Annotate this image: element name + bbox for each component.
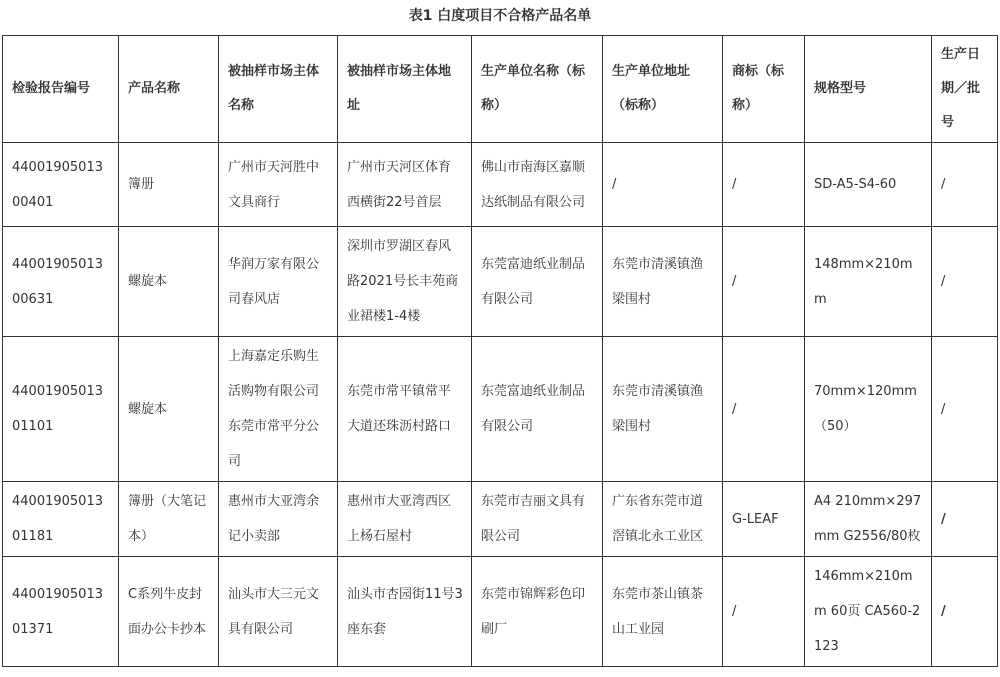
cell-sampled-entity: 广州市天河胜中文具商行 (219, 143, 338, 227)
cell-sampled-entity: 上海嘉定乐购生活购物有限公司东莞市常平分公司 (219, 337, 338, 482)
cell-producer: 东莞富迪纸业制品有限公司 (472, 337, 603, 482)
unqualified-products-table (2, 35, 998, 667)
cell-batch: / (932, 227, 998, 337)
header-product: 产品名称 (119, 36, 219, 143)
cell-sampled-entity: 汕头市大三元文具有限公司 (219, 557, 338, 667)
cell-producer-address: / (603, 143, 723, 227)
cell-producer-address: 东莞市清溪镇渔梁围村 (603, 337, 723, 482)
header-report-no: 检验报告编号 (3, 36, 119, 143)
table-title: 表1 白度项目不合格产品名单 (408, 8, 592, 24)
cell-product: 簿册 (119, 143, 219, 227)
header-spec: 规格型号 (805, 36, 932, 143)
table-row (3, 482, 998, 557)
cell-report-no: 4400190501300401 (3, 143, 119, 227)
cell-batch: / (932, 557, 998, 667)
cell-report-no: 4400190501301101 (3, 337, 119, 482)
cell-product: 螺旋本 (119, 227, 219, 337)
cell-batch: / (932, 143, 998, 227)
table-row (3, 143, 998, 227)
cell-sampled-address: 东莞市常平镇常平大道还珠沥村路口 (338, 337, 472, 482)
cell-trademark: / (723, 143, 805, 227)
header-sampled-address: 被抽样市场主体地址 (338, 36, 472, 143)
header-sampled-entity: 被抽样市场主体名称 (219, 36, 338, 143)
cell-producer-address: 广东省东莞市道滘镇北永工业区 (603, 482, 723, 557)
cell-batch: / (932, 337, 998, 482)
cell-report-no: 4400190501300631 (3, 227, 119, 337)
table-row (3, 227, 998, 337)
header-producer: 生产单位名称（标称） (472, 36, 603, 143)
cell-producer: 东莞市锦辉彩色印刷厂 (472, 557, 603, 667)
cell-spec: A4 210mm×297mm G2556/80枚 (805, 482, 932, 557)
table-row (3, 337, 998, 482)
cell-producer: 佛山市南海区嘉顺达纸制品有限公司 (472, 143, 603, 227)
cell-trademark: G-LEAF (723, 482, 805, 557)
cell-spec: 70mm×120mm（50） (805, 337, 932, 482)
cell-report-no: 4400190501301181 (3, 482, 119, 557)
header-trademark: 商标（标称） (723, 36, 805, 143)
cell-sampled-entity: 华润万家有限公司春风店 (219, 227, 338, 337)
cell-spec: SD-A5-S4-60 (805, 143, 932, 227)
cell-producer-address: 东莞市清溪镇渔梁围村 (603, 227, 723, 337)
cell-trademark: / (723, 337, 805, 482)
table-header-row (3, 36, 998, 143)
cell-sampled-address: 惠州市大亚湾西区上杨石屋村 (338, 482, 472, 557)
cell-product: 螺旋本 (119, 337, 219, 482)
cell-batch: / (932, 482, 998, 557)
cell-sampled-entity: 惠州市大亚湾余记小卖部 (219, 482, 338, 557)
cell-trademark: / (723, 557, 805, 667)
cell-producer-address: 东莞市茶山镇茶山工业园 (603, 557, 723, 667)
table-row (3, 557, 998, 667)
header-batch: 生产日期／批号 (932, 36, 998, 143)
cell-trademark: / (723, 227, 805, 337)
cell-spec: 148mm×210mm (805, 227, 932, 337)
cell-spec: 146mm×210mm 60页 CA560-2123 (805, 557, 932, 667)
header-producer-address: 生产单位地址（标称） (603, 36, 723, 143)
cell-report-no: 4400190501301371 (3, 557, 119, 667)
cell-sampled-address: 汕头市杏园街11号3座东套 (338, 557, 472, 667)
cell-product: C系列牛皮封面办公卡抄本 (119, 557, 219, 667)
cell-sampled-address: 广州市天河区体育西横街22号首层 (338, 143, 472, 227)
cell-producer: 东莞富迪纸业制品有限公司 (472, 227, 603, 337)
cell-producer: 东莞市吉丽文具有限公司 (472, 482, 603, 557)
cell-product: 簿册（大笔记本） (119, 482, 219, 557)
cell-sampled-address: 深圳市罗湖区春风路2021号长丰苑商业裙楼1-4楼 (338, 227, 472, 337)
